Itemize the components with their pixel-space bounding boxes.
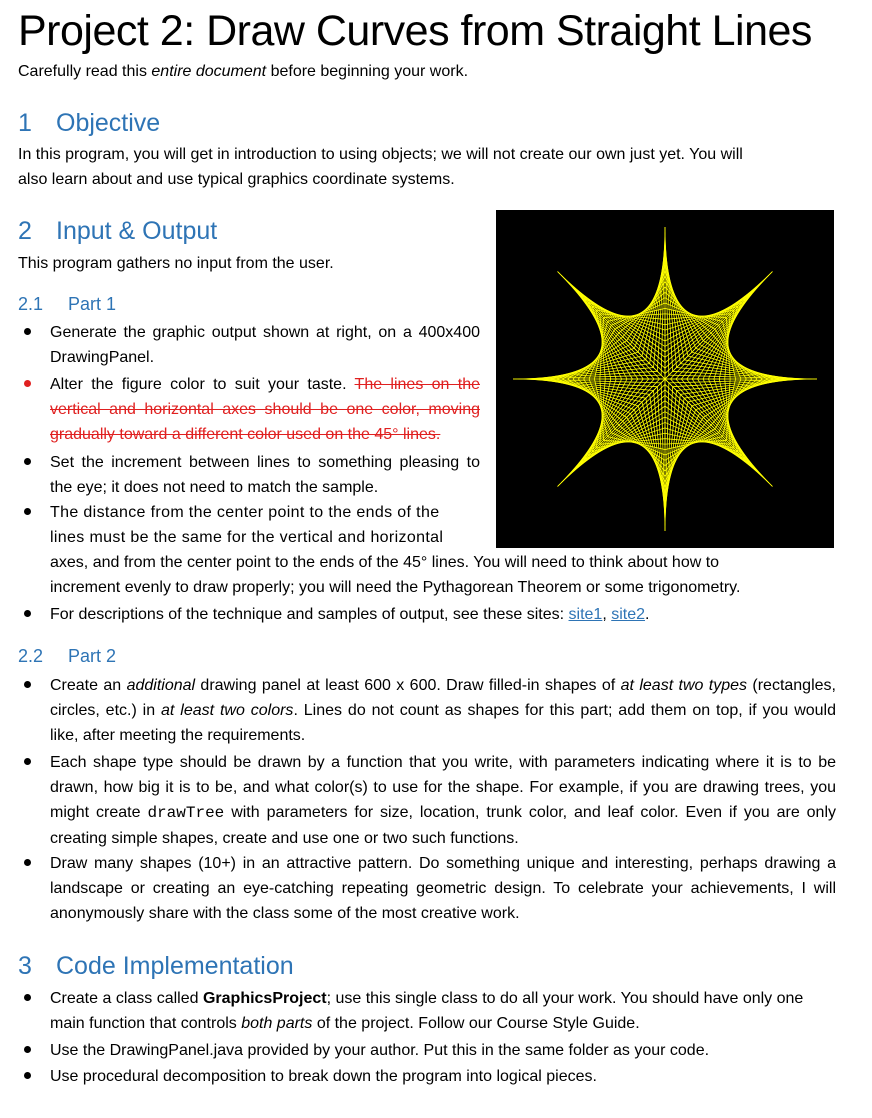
section-number: 2 [18, 217, 32, 245]
section-io-heading [18, 216, 217, 246]
bullet-icon [24, 328, 31, 335]
string-line [665, 383, 669, 526]
bullet-icon [24, 1072, 31, 1079]
part1-bullet-increment: Set the increment between lines to something pleasing to the eye; it does not need to match the sample. [50, 454, 480, 496]
objective-line-2: also learn about and use typical graphics coordinate systems. [18, 171, 455, 188]
part2-bullet-functions [50, 750, 836, 851]
code-text: of the project. Follow our Course Style Guide. [312, 1015, 640, 1032]
bullet-icon [24, 508, 31, 515]
part2-emphasis: at least two types [620, 677, 748, 694]
part1-bullet-color [50, 372, 480, 447]
section-part1-heading [18, 293, 116, 315]
part2-text: with parameters for size, location, trunk color, and leaf color. Even if you are only creating simple shapes, create and use one or two such functions. [50, 804, 836, 847]
section-number: 2.2 [18, 646, 44, 666]
string-line [665, 272, 772, 379]
site2-link[interactable]: site2 [611, 606, 646, 623]
string-line [665, 379, 772, 486]
struck-requirement: The lines on the vertical and horizontal axes should be one color, moving gradually toward a different color used on the 45° lines. [50, 376, 480, 443]
bullet-icon [24, 994, 31, 1001]
string-line [661, 232, 665, 375]
subtitle-emphasis: entire document [151, 63, 267, 80]
bullet-icon [24, 458, 31, 465]
section-title: Part 1 [68, 294, 117, 314]
sites-separator: , [602, 606, 612, 623]
section-title: Objective [56, 109, 161, 137]
bullet-icon [24, 380, 31, 387]
part2-emphasis: at least two colors [161, 702, 294, 719]
part2-bullet-pattern: Draw many shapes (10+) in an attractive pattern. Do something unique and interesting, perhaps drawing a landscape or creating an eye-catching repeating geometric design. To celebrate your achievements, I will anonymously share with the class some of the most creative work. [50, 855, 836, 922]
bullet-icon [24, 681, 31, 688]
section-title: Input & Output [56, 217, 218, 245]
section-part2-heading [18, 645, 116, 667]
code-bullet-drawingpanel: Use the DrawingPanel.java provided by your author. Put this in the same folder as your code. [50, 1042, 710, 1059]
part2-emphasis: additional [126, 677, 196, 694]
string-lines [513, 227, 817, 531]
part1-bullet-sites [50, 602, 649, 627]
part2-bullet-panel [50, 673, 836, 748]
section-number: 1 [18, 109, 32, 137]
string-art-figure [496, 210, 834, 548]
code-bullet-decomposition: Use procedural decomposition to break down the program into logical pieces. [50, 1068, 597, 1085]
part2-text: Each shape type should be drawn by a function that you write, with parameters indicating where it is to be drawn, how big it is to be, and what color(s) to use for the shape. For example, if you are drawing trees, you might create [50, 754, 836, 821]
sites-text: For descriptions of the technique and samples of output, see these sites: [50, 606, 569, 623]
code-emphasis: both parts [241, 1015, 313, 1032]
code-drawtree: drawTree [147, 804, 225, 822]
subtitle-pre: Carefully read this [18, 63, 152, 80]
part1-bullet-distance-l2: lines must be the same for the vertical and horizontal [50, 529, 444, 546]
section-number: 3 [18, 952, 32, 980]
string-art-canvas [496, 210, 834, 548]
bullet-icon [24, 1046, 31, 1053]
bullet-icon [24, 758, 31, 765]
part2-text: Create an [50, 677, 127, 694]
section-code-heading [18, 951, 294, 981]
site1-link[interactable]: site1 [568, 606, 603, 623]
color-instruction: Alter the figure color to suit your taste. [50, 376, 355, 393]
part1-bullet-distance-l1: The distance from the center point to the ends of the [50, 504, 440, 521]
page-title: Project 2: Draw Curves from Straight Lines [18, 7, 812, 55]
code-text: Create a class called [50, 990, 203, 1007]
part1-bullet-generate: Generate the graphic output shown at right, on a 400x400 DrawingPanel. [50, 324, 480, 366]
bullet-icon [24, 610, 31, 617]
part2-text: (rectangles, circles, etc.) in [50, 677, 836, 719]
objective-line-1: In this program, you will get in introduction to using objects; we will not create our own just yet. You will [18, 146, 743, 163]
code-bullet-class [50, 986, 836, 1036]
string-line [669, 375, 812, 379]
part1-bullet-distance-l3: axes, and from the center point to the ends of the 45° lines. You will need to think about how to [50, 554, 720, 571]
part2-text: drawing panel at least 600 x 600. Draw filled-in shapes of [195, 677, 621, 694]
class-name: GraphicsProject [202, 990, 327, 1007]
bullet-icon [24, 859, 31, 866]
section-title: Part 2 [68, 646, 117, 666]
string-line [518, 379, 661, 383]
subtitle-post: before beginning your work. [266, 63, 469, 80]
sites-end: . [645, 606, 650, 623]
code-text: ; use this single class to do all your work. You should have only one main function that controls [50, 990, 804, 1032]
part1-bullet-distance-l4: increment evenly to draw properly; you will need the Pythagorean Theorem or some trigonometry. [50, 579, 741, 596]
io-paragraph: This program gathers no input from the user. [18, 255, 334, 272]
subtitle [18, 61, 468, 83]
string-line [558, 379, 665, 486]
section-title: Code Implementation [56, 952, 294, 980]
part2-text: . Lines do not count as shapes for this part; add them on top, if you would like, after meeting the requirements. [50, 702, 837, 744]
section-number: 2.1 [18, 294, 44, 314]
section-objective-heading [18, 108, 160, 138]
string-line [558, 272, 665, 379]
